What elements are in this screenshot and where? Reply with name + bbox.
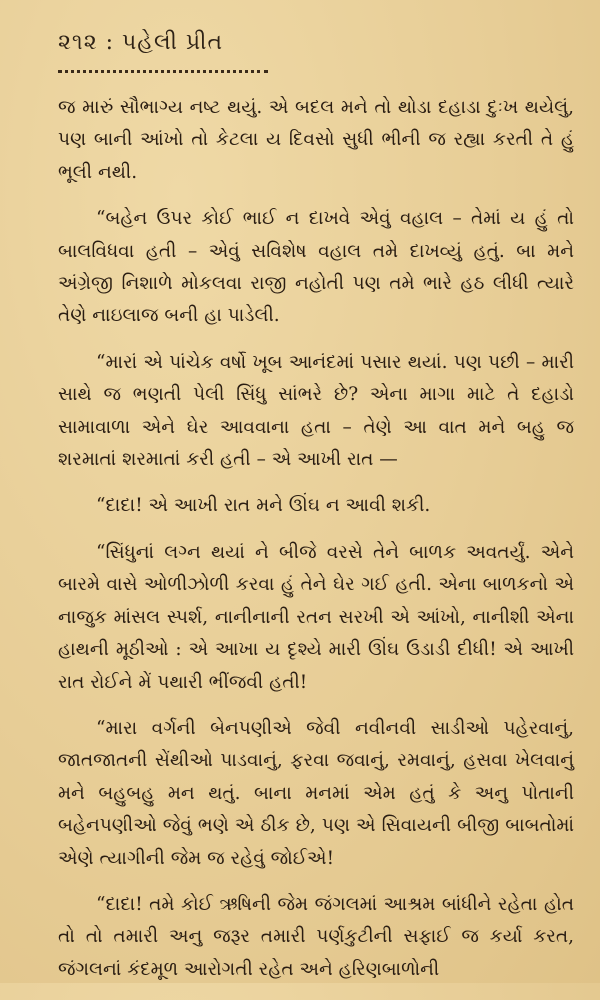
page-number: ૨૧૨	[58, 30, 98, 55]
paragraph: “મારાં એ પાંચેક વર્ષો ખૂબ આનંદમાં પસાર થયાં. પણ પછી – મારી સાથે જ ભણતી પેલી સિંધુ સાંભરે છે? એના માગા માટે તે દહાડો સામાવાળા એને ઘેર આવવાના હતા – તેણે આ વાત મને બહુ જ શરમાતાં શરમાતાં કરી હતી – એ આખી રાત —	[58, 351, 574, 471]
header-separator: :	[105, 30, 115, 55]
paragraph: “સિંધુનાં લગ્ન થયાં ને બીજે વરસે તેને બાળક અવતર્યું. એને બારમે વાસે ઓળીઝોળી કરવા હું તેને ઘેર ગઈ હતી. એના બાળકનો એ નાજુક માંસલ સ્પર્શ, નાનીનાની રતન સરખી એ આંખો, નાનીશી એના હાથની મૂઠીઓ : એ આખા ય દૃશ્યે મારી ઊંઘ ઉડાડી દીધી! એ આખી રાત રોઈને મેં પથારી ભીંજવી હતી!	[58, 541, 574, 693]
body-text	[58, 92, 574, 1000]
paragraph: “દાદા! એ આખી રાત મને ઊંઘ ન આવી શકી.	[96, 495, 431, 517]
paragraph: “મારા વર્ગની બેનપણીએ જેવી નવીનવી સાડીઓ પહેરવાનું, જાતજાતની સેંથીઓ પાડવાનું, ફરવા જવાનું, રમવાનું, હસવા ખેલવાનું મને બહુબહુ મન થતું. બાના મનમાં એમ હતું કે અનુ પોતાની બહેનપણીઓ જેવું ભણે એ ઠીક છે, પણ એ સિવાયની બીજી બાબતોમાં એણે ત્યાગીની જેમ જ રહેવું જોઈએ!	[58, 717, 574, 869]
header-dotted-rule	[58, 70, 268, 73]
chapter-title: પહેલી પ્રીત	[122, 30, 224, 55]
paragraph-continues: “દાદા! તમે કોઈ ઋષિની જેમ જંગલમાં આશ્રમ બાંધીને રહેતા હોત તો તો તમારી અનુ જરૂર તમારી પર્ણકુટીની સફાઈ જ કર્યા કરત, જંગલનાં કંદમૂળ આરોગતી રહેત અને હરિણબાળોની	[58, 893, 574, 980]
paragraph-continued: જ મારું સૌભાગ્ય નષ્ટ થયું. એ બદલ મને તો થોડા દહાડા દુઃખ થયેલું, પણ બાની આંખો તો કેટલા ય દિવસો સુધી ભીની જ રહ્યા કરતી તે હું ભૂલી નથી.	[58, 97, 574, 183]
running-header	[58, 30, 223, 55]
paragraph: “બહેન ઉપર કોઈ ભાઈ ન દાખવે એવું વહાલ – તેમાં ય હું તો બાલવિધવા હતી – એવું સવિશેષ વહાલ તમે દાખવ્યું હતું. બા મને અંગ્રેજી નિશાળે મોકલવા રાજી નહોતી પણ તમે ભારે હઠ લીધી ત્યારે તેણે નાઇલાજ બની હા પાડેલી.	[58, 208, 574, 327]
